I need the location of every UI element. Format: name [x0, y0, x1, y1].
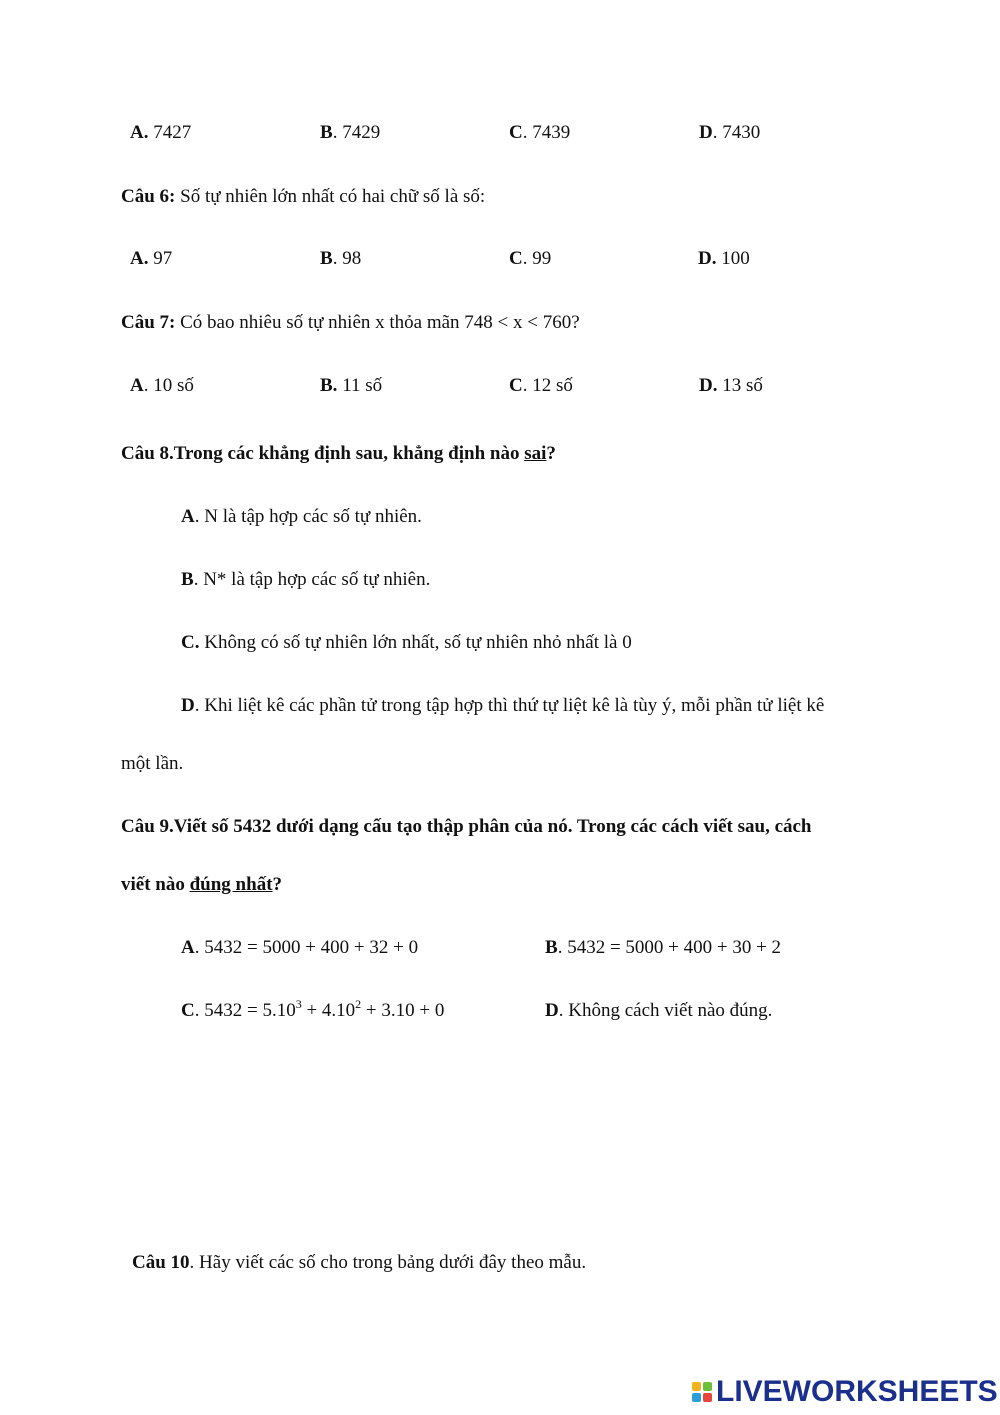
- logo-tile: [703, 1393, 712, 1402]
- q9-option-c: C. $5432 = 5.10^3 + 4.10^2 + 3.10 + 0$: [181, 996, 445, 1021]
- liveworksheets-logo-text: LIVEWORKSHEETS: [716, 1375, 998, 1408]
- q9-option-a: A. 5432 = 5000 + 400 + 32 + 0: [181, 937, 419, 958]
- q5-option-c: C. 7439: [509, 122, 571, 143]
- liveworksheets-logo: [692, 1376, 998, 1408]
- q5-option-a: A. 7427: [130, 122, 192, 143]
- liveworksheets-logo-icon: [692, 1382, 712, 1402]
- q8-option-c: C. Không có số tự nhiên lớn nhất, số tự nhiên nhỏ nhất là 0: [181, 632, 632, 653]
- logo-tile: [703, 1382, 712, 1391]
- logo-tile: [692, 1393, 701, 1402]
- q9-question-line1: Câu 9.Viết số 5432 dưới dạng cấu tạo thập phân của nó. Trong các cách viết sau, cách: [121, 816, 812, 837]
- q8-option-b: B. N* là tập hợp các số tự nhiên.: [181, 569, 431, 590]
- q9-option-d: D. Không cách viết nào đúng.: [545, 1000, 773, 1021]
- q5-option-d: D. 7430: [699, 122, 761, 143]
- q8-option-d-continued: một lần.: [121, 753, 184, 774]
- q9-option-b: B. 5432 = 5000 + 400 + 30 + 2: [545, 937, 782, 958]
- q6-option-d: D. 100: [698, 248, 750, 269]
- q7-option-d: D. 13 số: [699, 375, 763, 396]
- logo-tile: [692, 1382, 701, 1391]
- q6-option-c: C. 99: [509, 248, 552, 269]
- q9-question-line2: viết nào đúng nhất?: [121, 874, 283, 895]
- q5-option-b: B. 7429: [320, 122, 381, 143]
- q6-option-a: A. 97: [130, 248, 173, 269]
- q7-option-a: A. 10 số: [130, 375, 194, 396]
- q7-option-c: C. 12 số: [509, 375, 573, 396]
- q8-option-d: D. Khi liệt kê các phần tử trong tập hợp thì thứ tự liệt kê là tùy ý, mỗi phần tử liệt kê: [181, 695, 825, 716]
- q6-question: Câu 6: Số tự nhiên lớn nhất có hai chữ số là số:: [121, 186, 486, 207]
- q8-option-a: A. N là tập hợp các số tự nhiên.: [181, 506, 422, 527]
- q10-question: Câu 10. Hãy viết các số cho trong bảng dưới đây theo mẫu.: [132, 1252, 587, 1273]
- q6-option-b: B. 98: [320, 248, 362, 269]
- q7-question: Câu 7: Có bao nhiêu số tự nhiên x thỏa mãn 748 < x < 760?: [121, 312, 580, 333]
- q8-question: Câu 8.Trong các khẳng định sau, khẳng định nào sai?: [121, 443, 556, 464]
- q7-option-b: B. 11 số: [320, 375, 383, 396]
